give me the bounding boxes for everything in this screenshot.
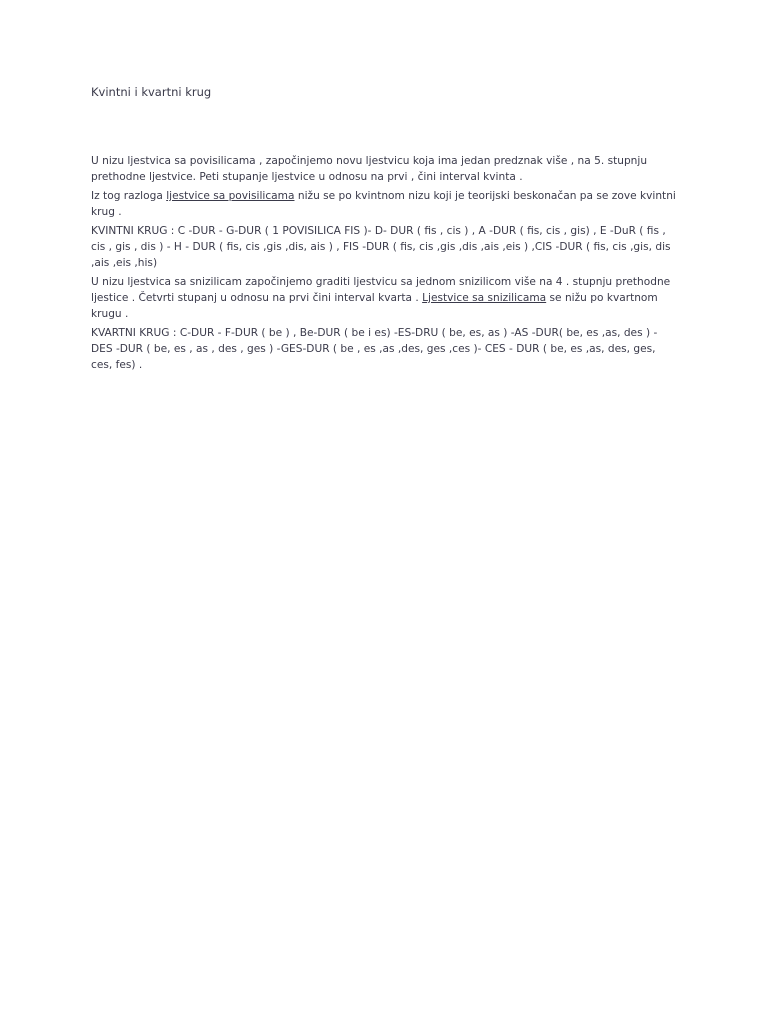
paragraph-text: Iz tog razloga [91,190,167,202]
paragraph-intro-sharps [91,153,691,185]
link-ljestvice-sa-povisilicama[interactable]: ljestvice sa povisilicama [166,190,295,202]
paragraph-intro-flats [91,274,691,322]
paragraph-text: U nizu ljestvica sa povisilicama , započinjemo novu ljestvicu koja ima jedan predznak više , na 5. stupnju prethodne ljestvice. Peti stupanje ljestvice u odnosu na prvi , čini interval kvinta . [91,155,648,183]
paragraph-text: se nižu po kvartnom krugu . [91,292,658,320]
paragraph-text: U nizu ljestvica sa snizilicam započinjemo graditi ljestvicu sa jednom snizilicom više na 4 . stupnju prethodne ljestice . Četvrti stupanj u odnosu na prvi čini interval kvarta . [91,276,671,304]
paragraph-text: nižu se po kvintnom nizu koji je teorijski beskonačan pa se zove kvintni krug . [91,190,676,218]
document-page [91,84,691,376]
paragraph-kvartni-krug [91,325,691,373]
paragraph-text: KVARTNI KRUG : C-DUR - F-DUR ( be ) , Be-DUR ( be i es) -ES-DRU ( be, es, as ) -AS -DUR( be, es ,as, des ) - DES -DUR ( be, es , as , des , ges ) -GES-DUR ( be , es ,as ,des, ges ,ces )- CES - DUR ( be, es ,as, des, ges, ces, fes) . [91,327,658,371]
paragraph-sharps-reason [91,188,691,220]
paragraph-kvintni-krug [91,223,691,271]
document-title: Kvintni i kvartni krug [91,85,212,99]
paragraph-text: KVINTNI KRUG : C -DUR - G-DUR ( 1 POVISILICA FIS )- D- DUR ( fis , cis ) , A -DUR ( fis, cis , gis) , E -DuR ( fis , cis , gis , dis ) - H - DUR ( fis, cis ,gis ,dis, ais ) , FIS -DUR ( fis, cis ,gis ,dis ,ais ,eis ) ,CIS -DUR ( fis, cis ,gis, dis ,ais ,eis ,his) [91,225,671,269]
link-ljestvice-sa-snizilicama[interactable]: Ljestvice sa snizilicama [422,292,547,304]
